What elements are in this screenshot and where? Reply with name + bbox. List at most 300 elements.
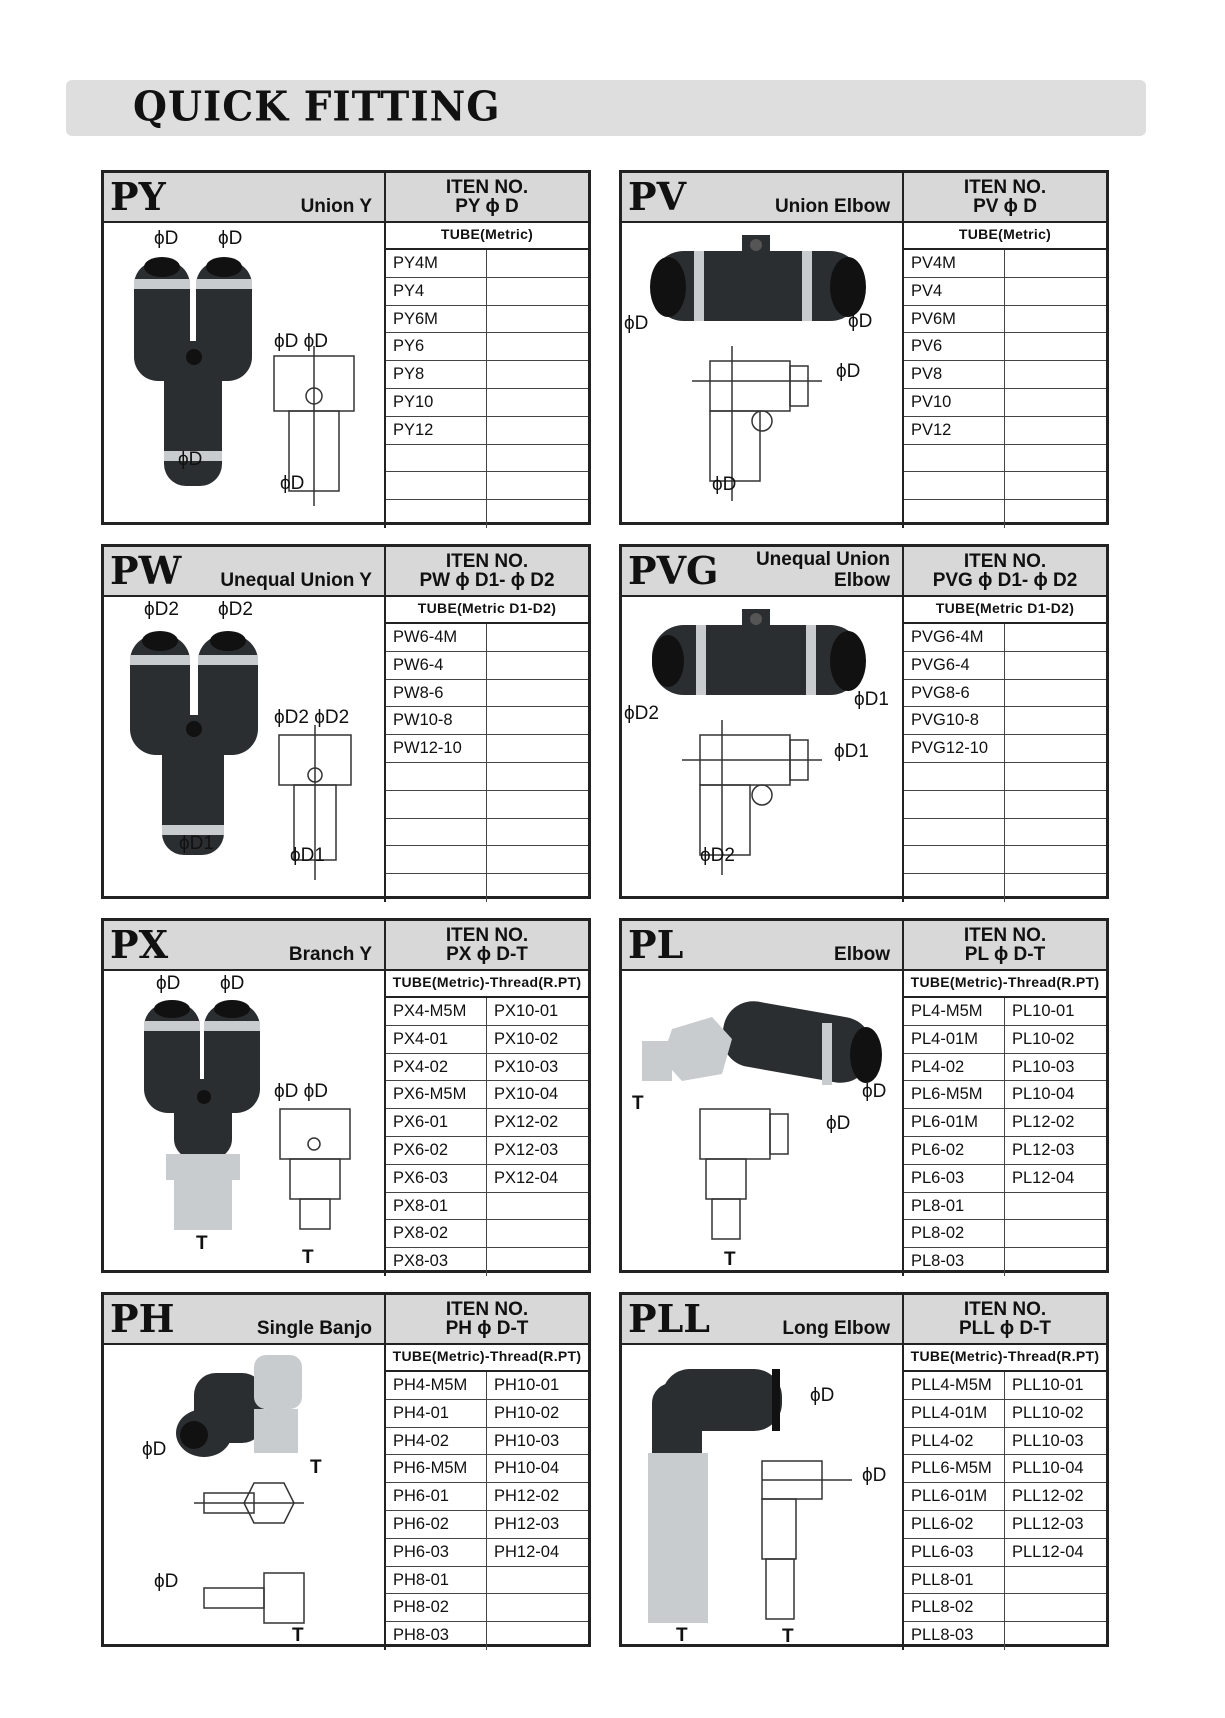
item-cell <box>1005 472 1106 499</box>
item-cell: PLL4-01M <box>904 1400 1005 1427</box>
item-cell <box>386 791 487 818</box>
item-cell: PL10-03 <box>1012 1057 1075 1076</box>
item-cell: PLL10-03 <box>1012 1431 1084 1450</box>
table-row <box>904 1248 1106 1276</box>
tube-spec-header: TUBE(Metric) <box>386 221 588 250</box>
item-no-pattern: PV ϕ D <box>973 196 1037 217</box>
item-cell: PLL4-M5M <box>904 1372 1005 1399</box>
item-cell: PL10-01 <box>1012 1002 1075 1020</box>
table-row <box>386 1567 588 1595</box>
item-cell: PH6-02 <box>386 1511 487 1538</box>
item-cell: PV4M <box>904 250 1005 277</box>
table-row <box>386 389 588 417</box>
item-no-label: ITEN NO. <box>963 177 1047 198</box>
item-cell: PLL6-M5M <box>904 1455 1005 1482</box>
item-cell: PX10-04 <box>494 1085 559 1104</box>
item-cell: PV4 <box>904 278 1005 305</box>
item-cell: PY8 <box>386 361 487 388</box>
table-row <box>386 1165 588 1193</box>
table-row <box>386 846 588 874</box>
item-cell: PLL10-02 <box>1012 1403 1084 1422</box>
item-cell: PLL12-04 <box>1012 1542 1084 1561</box>
item-cell: PX6-02 <box>386 1137 487 1164</box>
table-row <box>904 250 1106 278</box>
diameter-label: ϕD2 <box>624 703 659 724</box>
item-cell <box>904 791 1005 818</box>
item-cell: PLL6-01M <box>904 1483 1005 1510</box>
diameter-label: ϕD2 <box>218 599 253 620</box>
item-cell: PH6-M5M <box>386 1455 487 1482</box>
panel-code: PL <box>628 922 684 967</box>
thread-label: T <box>292 1625 304 1646</box>
fitting-illustration <box>622 595 902 896</box>
table-row <box>386 1026 588 1054</box>
fitting-illustration <box>104 969 384 1270</box>
item-cell: PH4-M5M <box>386 1372 487 1399</box>
item-cell <box>1005 680 1106 707</box>
table-row <box>904 1622 1106 1650</box>
item-cell <box>386 500 487 528</box>
item-table <box>902 221 1106 528</box>
panel-name-line1: Unequal Union <box>755 549 890 570</box>
item-no-label: ITEN NO. <box>963 925 1047 946</box>
table-row <box>386 1511 588 1539</box>
item-cell: PLL12-02 <box>1012 1487 1084 1506</box>
item-cell: PL6-02 <box>904 1137 1005 1164</box>
item-no-header <box>902 921 1106 969</box>
diameter-label: ϕD <box>280 473 305 494</box>
table-row <box>386 278 588 306</box>
panel-name <box>289 944 372 965</box>
table-row <box>904 874 1106 902</box>
panel-code: PH <box>110 1296 175 1341</box>
table-row <box>386 1109 588 1137</box>
item-cell <box>487 389 588 416</box>
item-cell <box>1005 735 1106 762</box>
table-row <box>904 1081 1106 1109</box>
table-row <box>904 445 1106 473</box>
item-cell: PL8-02 <box>904 1220 1005 1247</box>
thread-label: T <box>310 1457 322 1478</box>
fitting-drawing <box>622 969 902 1270</box>
table-row <box>386 417 588 445</box>
item-cell <box>1005 707 1106 734</box>
table-row <box>904 361 1106 389</box>
table-row <box>904 735 1106 763</box>
panel-header <box>622 547 1106 597</box>
fitting-illustration <box>104 221 384 522</box>
table-row <box>386 500 588 528</box>
table-row <box>386 624 588 652</box>
table-row <box>904 389 1106 417</box>
item-cell: PX10-02 <box>494 1029 559 1048</box>
item-no-header <box>384 921 588 969</box>
table-row <box>386 1483 588 1511</box>
item-cell: PL10-04 <box>1012 1085 1075 1104</box>
table-row <box>904 500 1106 528</box>
item-cell: PL8-01 <box>904 1193 1005 1220</box>
table-row <box>386 680 588 708</box>
item-cell <box>1005 445 1106 472</box>
item-cell <box>487 819 588 846</box>
item-cell <box>1005 1622 1106 1650</box>
product-panel-pl <box>619 918 1109 1273</box>
item-cell <box>904 500 1005 528</box>
panel-header <box>104 173 588 223</box>
item-cell: PL6-01M <box>904 1109 1005 1136</box>
item-cell <box>1005 500 1106 528</box>
item-no-header <box>384 547 588 595</box>
item-cell <box>1005 389 1106 416</box>
item-cell: PH10-02 <box>494 1403 560 1422</box>
item-cell: PW8-6 <box>386 680 487 707</box>
item-cell <box>487 1622 588 1650</box>
diameter-label: ϕD <box>624 313 649 334</box>
item-cell <box>386 874 487 902</box>
item-cell: PLL10-01 <box>1012 1376 1084 1394</box>
panel-name-text: Single Banjo <box>256 1318 372 1339</box>
fitting-drawing <box>104 595 384 896</box>
table-row <box>386 1622 588 1650</box>
table-row <box>386 472 588 500</box>
diameter-label: ϕD ϕD <box>274 1081 329 1102</box>
item-cell <box>386 819 487 846</box>
fitting-illustration <box>104 595 384 896</box>
panel-name-text: Branch Y <box>288 944 372 965</box>
item-cell <box>1005 278 1106 305</box>
fitting-illustration <box>622 1343 902 1647</box>
page-title: QUICK FITTING <box>133 82 501 132</box>
panel-name <box>257 1318 372 1339</box>
item-cell: PVG12-10 <box>904 735 1005 762</box>
item-cell: PLL8-02 <box>904 1594 1005 1621</box>
item-cell <box>386 472 487 499</box>
product-panel-px <box>101 918 591 1273</box>
table-row <box>386 1455 588 1483</box>
item-cell: PW6-4M <box>386 624 487 651</box>
fitting-illustration <box>622 221 902 522</box>
table-row <box>386 1220 588 1248</box>
table-row <box>904 1026 1106 1054</box>
item-cell: PX4-02 <box>386 1054 487 1081</box>
item-cell <box>487 652 588 679</box>
item-cell: PH10-04 <box>494 1459 560 1478</box>
thread-label: T <box>676 1625 688 1646</box>
item-cell <box>1005 1193 1106 1220</box>
item-cell <box>904 445 1005 472</box>
product-panel-pll <box>619 1292 1109 1647</box>
item-cell: PX6-M5M <box>386 1081 487 1108</box>
item-cell: PH12-04 <box>494 1542 560 1561</box>
panel-name <box>756 549 890 591</box>
item-cell: PH8-03 <box>386 1622 487 1650</box>
item-cell: PY4 <box>386 278 487 305</box>
item-cell <box>487 1220 588 1247</box>
item-table <box>384 595 588 902</box>
diameter-label: ϕD <box>848 311 873 332</box>
table-row <box>386 306 588 334</box>
item-cell: PLL4-02 <box>904 1428 1005 1455</box>
tube-spec-header: TUBE(Metric D1-D2) <box>386 595 588 624</box>
table-row <box>904 707 1106 735</box>
item-cell <box>1005 1248 1106 1276</box>
table-row <box>904 1165 1106 1193</box>
table-row <box>904 1594 1106 1622</box>
table-row <box>386 998 588 1026</box>
product-panel-py <box>101 170 591 525</box>
item-cell <box>1005 846 1106 873</box>
item-cell: PW10-8 <box>386 707 487 734</box>
table-row <box>904 417 1106 445</box>
item-cell <box>1005 652 1106 679</box>
item-no-pattern: PW ϕ D1- ϕ D2 <box>419 570 555 591</box>
item-cell: PY4M <box>386 250 487 277</box>
table-row <box>386 791 588 819</box>
panel-name <box>775 196 890 217</box>
item-cell <box>487 278 588 305</box>
item-cell: PH4-02 <box>386 1428 487 1455</box>
item-cell: PW12-10 <box>386 735 487 762</box>
item-no-header <box>384 173 588 221</box>
item-cell: PH8-01 <box>386 1567 487 1594</box>
item-table <box>902 1343 1106 1650</box>
table-row <box>386 763 588 791</box>
item-cell <box>1005 417 1106 444</box>
tube-spec-header: TUBE(Metric D1-D2) <box>904 595 1106 624</box>
diameter-label: ϕD ϕD <box>274 331 329 352</box>
item-cell <box>487 874 588 902</box>
item-cell <box>487 250 588 277</box>
table-row <box>904 1054 1106 1082</box>
item-cell <box>1005 763 1106 790</box>
table-row <box>904 472 1106 500</box>
panel-name-text: Union Elbow <box>774 196 890 217</box>
item-cell <box>1005 624 1106 651</box>
table-row <box>904 1193 1106 1221</box>
table-row <box>386 1539 588 1567</box>
fitting-drawing <box>104 969 384 1270</box>
diameter-label: ϕD <box>810 1385 835 1406</box>
item-table <box>384 221 588 528</box>
panel-header <box>104 1295 588 1345</box>
item-cell <box>1005 1594 1106 1621</box>
item-no-pattern: PVG ϕ D1- ϕ D2 <box>932 570 1078 591</box>
item-cell: PVG10-8 <box>904 707 1005 734</box>
thread-label: T <box>632 1093 644 1114</box>
item-cell <box>487 791 588 818</box>
item-cell <box>1005 1567 1106 1594</box>
table-row <box>904 278 1106 306</box>
item-cell: PV12 <box>904 417 1005 444</box>
panel-code: PLL <box>628 1296 711 1341</box>
item-cell <box>904 846 1005 873</box>
diameter-label: ϕD <box>178 449 203 470</box>
table-row <box>386 250 588 278</box>
item-cell <box>904 819 1005 846</box>
item-cell: PH8-02 <box>386 1594 487 1621</box>
diameter-label: ϕD <box>142 1439 167 1460</box>
item-cell: PH12-02 <box>494 1487 560 1506</box>
table-row <box>904 652 1106 680</box>
panel-name <box>782 1318 890 1339</box>
item-cell: PH6-03 <box>386 1539 487 1566</box>
item-cell <box>487 1248 588 1276</box>
table-row <box>904 846 1106 874</box>
diameter-label: ϕD <box>712 474 737 495</box>
item-no-label: ITEN NO. <box>445 1299 529 1320</box>
item-cell <box>1005 1220 1106 1247</box>
table-row <box>386 1400 588 1428</box>
item-cell: PH4-01 <box>386 1400 487 1427</box>
panel-name-line2: Elbow <box>834 570 890 591</box>
tube-spec-header: TUBE(Metric)-Thread(R.PT) <box>904 969 1106 998</box>
table-row <box>386 361 588 389</box>
panel-code: PV <box>628 174 687 219</box>
item-cell <box>904 763 1005 790</box>
table-row <box>386 1428 588 1456</box>
item-cell <box>487 472 588 499</box>
item-cell: PVG8-6 <box>904 680 1005 707</box>
panel-name <box>301 196 372 217</box>
item-cell: PL12-04 <box>1012 1168 1075 1187</box>
item-cell: PV6 <box>904 333 1005 360</box>
diameter-label: ϕD1 <box>834 741 869 762</box>
item-cell <box>487 361 588 388</box>
table-row <box>904 1428 1106 1456</box>
item-cell: PX4-01 <box>386 1026 487 1053</box>
table-row <box>386 1372 588 1400</box>
table-row <box>904 791 1106 819</box>
fitting-drawing <box>104 1343 384 1644</box>
table-row <box>386 1594 588 1622</box>
table-row <box>904 1455 1106 1483</box>
diameter-label: ϕD2 ϕD2 <box>274 707 350 728</box>
item-cell <box>487 846 588 873</box>
diameter-label: ϕD2 <box>700 845 735 866</box>
item-cell: PVG6-4 <box>904 652 1005 679</box>
diameter-label: ϕD1 <box>179 833 214 854</box>
panel-name-text: Elbow <box>834 944 890 965</box>
item-no-header <box>902 173 1106 221</box>
fitting-illustration <box>622 969 902 1270</box>
panel-code: PVG <box>628 548 719 593</box>
table-row <box>386 735 588 763</box>
item-cell: PX6-01 <box>386 1109 487 1136</box>
diameter-label: ϕD <box>154 228 179 249</box>
tube-spec-header: TUBE(Metric)-Thread(R.PT) <box>386 1343 588 1372</box>
item-cell: PX8-02 <box>386 1220 487 1247</box>
table-row <box>904 333 1106 361</box>
table-row <box>904 680 1106 708</box>
thread-label: T <box>782 1626 794 1647</box>
diameter-label: ϕD <box>862 1465 887 1486</box>
tube-spec-header: TUBE(Metric) <box>904 221 1106 250</box>
item-cell: PX6-03 <box>386 1165 487 1192</box>
item-cell <box>904 472 1005 499</box>
item-cell <box>487 500 588 528</box>
item-cell: PY6 <box>386 333 487 360</box>
table-row <box>386 819 588 847</box>
table-row <box>386 1081 588 1109</box>
item-no-label: ITEN NO. <box>445 177 529 198</box>
table-row <box>386 652 588 680</box>
item-cell <box>386 846 487 873</box>
table-row <box>386 1054 588 1082</box>
fitting-drawing <box>104 221 384 522</box>
item-cell: PL4-M5M <box>904 998 1005 1025</box>
item-cell: PVG6-4M <box>904 624 1005 651</box>
item-no-pattern: PH ϕ D-T <box>445 1318 529 1339</box>
table-row <box>904 1567 1106 1595</box>
item-cell <box>904 874 1005 902</box>
item-no-label: ITEN NO. <box>963 551 1047 572</box>
table-row <box>386 1248 588 1276</box>
item-no-pattern: PL ϕ D-T <box>964 944 1046 965</box>
item-no-pattern: PLL ϕ D-T <box>959 1318 1051 1339</box>
item-cell: PL6-M5M <box>904 1081 1005 1108</box>
item-cell: PH6-01 <box>386 1483 487 1510</box>
item-cell <box>487 735 588 762</box>
product-panel-ph <box>101 1292 591 1647</box>
item-cell: PLL8-01 <box>904 1567 1005 1594</box>
table-row <box>904 1483 1106 1511</box>
item-cell: PX4-M5M <box>386 998 487 1025</box>
panel-header <box>104 547 588 597</box>
item-no-pattern: PX ϕ D-T <box>446 944 528 965</box>
item-cell: PL12-02 <box>1012 1113 1075 1132</box>
table-row <box>904 763 1106 791</box>
table-row <box>904 819 1106 847</box>
diameter-label: ϕD <box>862 1081 887 1102</box>
table-row <box>904 1109 1106 1137</box>
item-cell <box>487 1594 588 1621</box>
item-cell <box>386 445 487 472</box>
table-row <box>386 1137 588 1165</box>
panel-code: PX <box>110 922 169 967</box>
table-row <box>904 1137 1106 1165</box>
item-cell <box>487 445 588 472</box>
item-cell: PL8-03 <box>904 1248 1005 1276</box>
item-cell: PV8 <box>904 361 1005 388</box>
item-no-label: ITEN NO. <box>445 925 529 946</box>
item-cell: PLL12-03 <box>1012 1514 1084 1533</box>
table-row <box>386 874 588 902</box>
panel-name <box>220 570 372 591</box>
fitting-drawing <box>622 1343 902 1644</box>
item-cell <box>1005 361 1106 388</box>
item-table <box>902 595 1106 902</box>
product-panel-pv <box>619 170 1109 525</box>
diameter-label: ϕD <box>836 361 861 382</box>
panel-name-text: Long Elbow <box>782 1318 890 1339</box>
product-panel-pvg <box>619 544 1109 899</box>
table-row <box>904 624 1106 652</box>
item-cell: PX8-01 <box>386 1193 487 1220</box>
item-cell: PL4-01M <box>904 1026 1005 1053</box>
thread-label: T <box>724 1249 736 1270</box>
item-cell <box>1005 874 1106 902</box>
diameter-label: ϕD <box>156 973 181 994</box>
panel-code: PY <box>110 174 166 219</box>
item-no-pattern: PY ϕ D <box>455 196 519 217</box>
thread-label: T <box>302 1247 314 1268</box>
item-cell: PY10 <box>386 389 487 416</box>
item-table <box>902 969 1106 1276</box>
item-no-header <box>902 1295 1106 1343</box>
item-cell: PX12-04 <box>494 1168 559 1187</box>
item-cell <box>487 763 588 790</box>
product-panel-pw <box>101 544 591 899</box>
